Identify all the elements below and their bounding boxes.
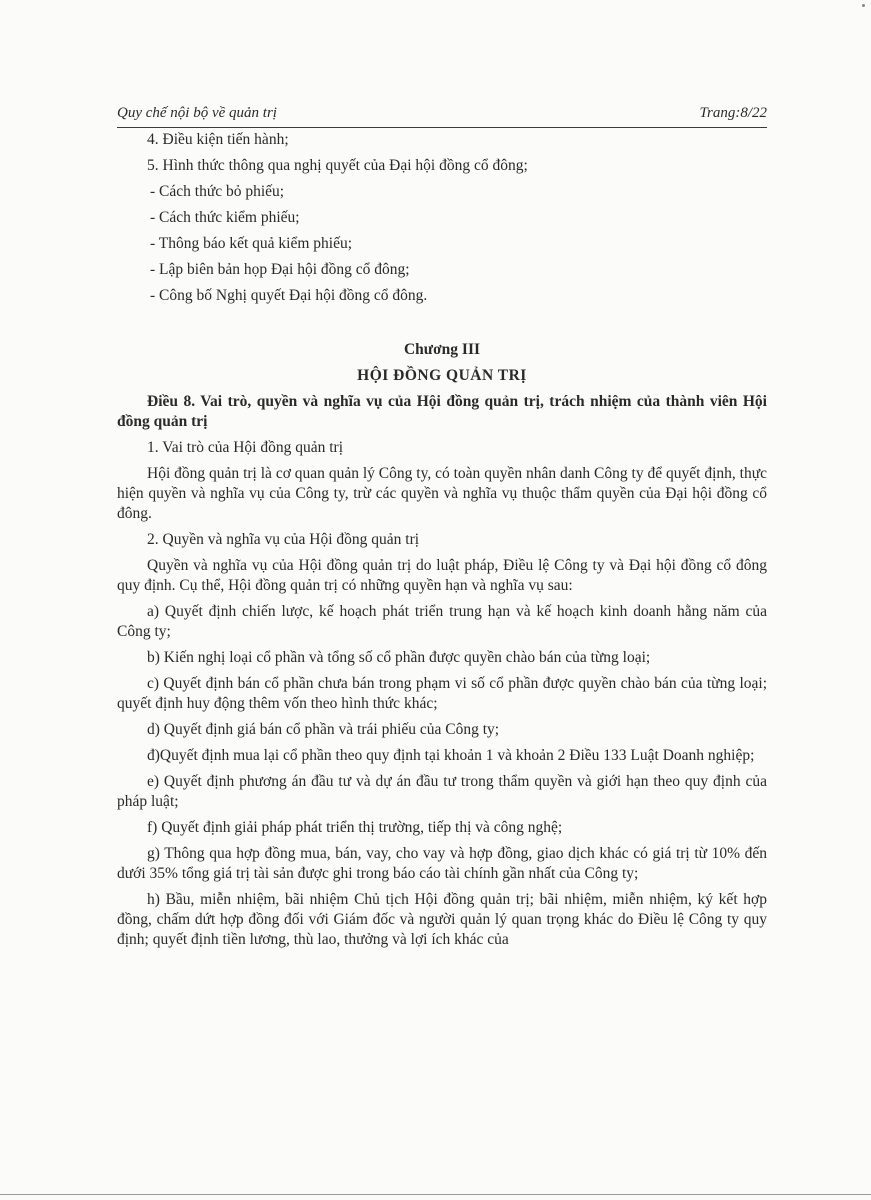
list-item: 4. Điều kiện tiến hành; [147, 131, 289, 148]
dash-item: - Thông báo kết quả kiểm phiếu; [150, 235, 353, 252]
section-heading: 1. Vai trò của Hội đồng quản trị [147, 439, 344, 456]
page-header [117, 103, 767, 128]
clause-b: b) Kiến nghị loại cổ phần và tổng số cổ phần được quyền chào bán của từng loại; [147, 649, 651, 666]
paragraph: Hội đồng quản trị là cơ quan quản lý Công ty, có toàn quyền nhân danh Công ty để quyết định, thực hiện quyền và nghĩa vụ của Công ty, trừ các quyền và nghĩa vụ thuộc thẩm quyền của Đại hội đồng cổ đông. [117, 465, 767, 522]
dash-item: - Lập biên bản họp Đại hội đồng cổ đông; [150, 261, 410, 278]
dash-item: - Cách thức kiểm phiếu; [150, 209, 300, 226]
clause-f: f) Quyết định giải pháp phát triển thị trường, tiếp thị và công nghệ; [147, 819, 563, 836]
chapter-title: HỘI ĐỒNG QUẢN TRỊ [357, 367, 527, 384]
page-number: Trang:8/22 [699, 105, 767, 121]
clause-d: d) Quyết định giá bán cổ phần và trái phiếu của Công ty; [147, 721, 500, 738]
dash-item: - Cách thức bỏ phiếu; [150, 183, 285, 200]
clause-c: c) Quyết định bán cổ phần chưa bán trong phạm vi số cổ phần được quyền chào bán của từng loại; quyết định huy động thêm vốn theo hình thức khác; [117, 675, 767, 712]
chapter-number: Chương III [403, 341, 481, 358]
clause-a: a) Quyết định chiến lược, kế hoạch phát triển trung hạn và kế hoạch kinh doanh hằng năm của Công ty; [117, 603, 767, 640]
header-title: Quy chế nội bộ về quản trị [117, 105, 277, 121]
scan-speck [862, 4, 865, 7]
page-content [117, 128, 767, 950]
clause-h: h) Bầu, miễn nhiệm, bãi nhiệm Chủ tịch Hội đồng quản trị; bãi nhiệm, miễn nhiệm, ký kết hợp đồng, chấm dứt hợp đồng đối với Giám đốc và người quản lý quan trọng khác do Điều lệ Công ty quy định; quyết định tiền lương, thù lao, thưởng và lợi ích khác của [117, 891, 767, 948]
list-item: 5. Hình thức thông qua nghị quyết của Đại hội đồng cổ đông; [147, 157, 528, 174]
article-heading: Điều 8. Vai trò, quyền và nghĩa vụ của Hội đồng quản trị, trách nhiệm của thành viên Hội đồng quản trị [117, 393, 767, 430]
paragraph: Quyền và nghĩa vụ của Hội đồng quản trị do luật pháp, Điều lệ Công ty và Đại hội đồng cổ đông quy định. Cụ thể, Hội đồng quản trị có những quyền hạn và nghĩa vụ sau: [117, 557, 767, 594]
bottom-divider [0, 1194, 871, 1195]
section-heading: 2. Quyền và nghĩa vụ của Hội đồng quản trị [147, 531, 420, 548]
clause-e: e) Quyết định phương án đầu tư và dự án đầu tư trong thẩm quyền và giới hạn theo quy định của pháp luật; [117, 773, 767, 810]
clause-dd: đ)Quyết định mua lại cổ phần theo quy định tại khoản 1 và khoản 2 Điều 133 Luật Doanh nghiệp; [147, 747, 755, 764]
clause-g: g) Thông qua hợp đồng mua, bán, vay, cho vay và hợp đồng, giao dịch khác có giá trị từ 10% đến dưới 35% tổng giá trị tài sản được ghi trong báo cáo tài chính gần nhất của Công ty; [117, 845, 767, 882]
dash-item: - Công bố Nghị quyết Đại hội đồng cổ đông. [150, 287, 428, 304]
